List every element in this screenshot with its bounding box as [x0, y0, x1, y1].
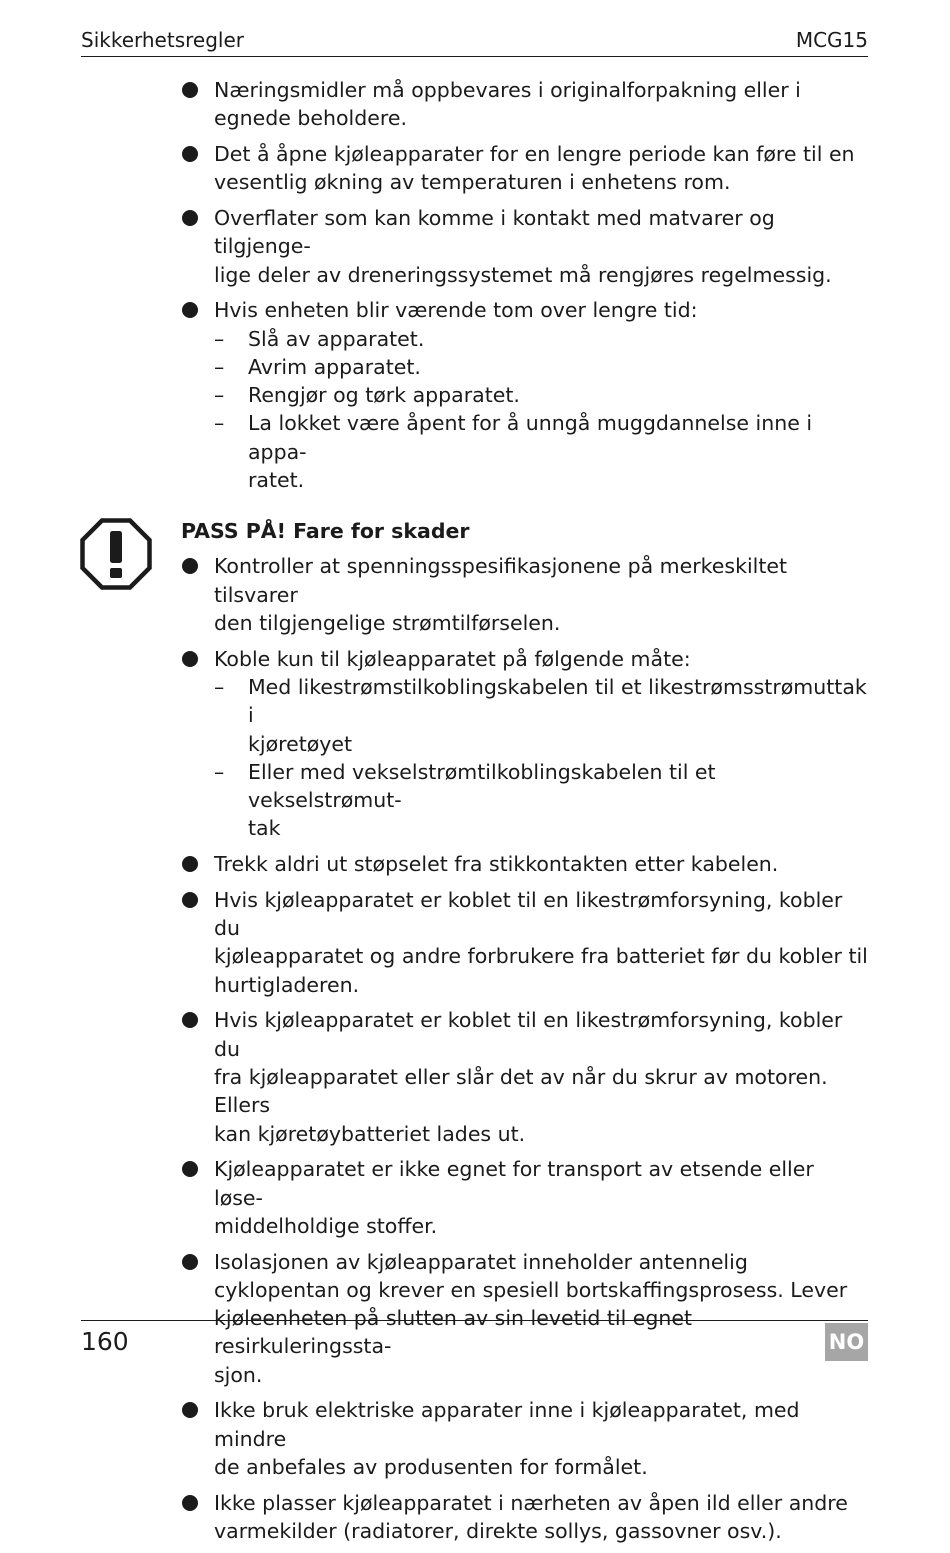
page-number: 160 — [81, 1327, 129, 1356]
list-item — [181, 204, 869, 289]
line-text: kjøleenheten på slutten av sin levetid til egnet resirkuleringssta- — [214, 1306, 693, 1359]
sub-list-item — [214, 758, 869, 843]
line-text: cyklopentan og krever en spesiell bortskaffingsprosess. Lever — [214, 1277, 848, 1302]
list-item-text — [214, 140, 869, 197]
line-text: middelholdige stoffer. — [214, 1213, 438, 1238]
bullet-icon — [182, 892, 198, 908]
list-item — [181, 1489, 869, 1546]
line-text: tak — [248, 816, 281, 841]
bullet-icon — [182, 210, 198, 226]
bullet-icon — [182, 302, 198, 318]
line-text: Slå av apparatet. — [248, 326, 425, 351]
line-text: La lokket være åpent for å unngå muggdannelse inne i appa- — [248, 411, 813, 464]
dash-icon: – — [214, 326, 225, 351]
bullet-icon — [182, 1161, 198, 1177]
line-text: den tilgjengelige strømtilførselen. — [214, 610, 561, 635]
list-item — [181, 1396, 869, 1481]
list-item — [181, 850, 869, 878]
list-item — [181, 886, 869, 999]
bullet-icon — [182, 146, 198, 162]
bullet-icon — [182, 1495, 198, 1511]
line-text: hurtigladeren. — [214, 972, 360, 997]
warning-list — [181, 552, 869, 1545]
line-text: Rengjør og tørk apparatet. — [248, 383, 520, 408]
line-text: kan kjøretøybatteriet lades ut. — [214, 1121, 526, 1146]
list-item — [181, 645, 869, 843]
list-item-text — [214, 1489, 869, 1546]
line-text: Eller med vekselstrømtilkoblingskabelen til et vekselstrømut- — [248, 759, 716, 813]
dash-icon: – — [214, 383, 225, 408]
list-item — [181, 552, 869, 637]
bullet-icon — [182, 651, 198, 667]
line-text: Isolasjonen av kjøleapparatet inneholder antennelig — [214, 1249, 748, 1274]
bullet-icon — [182, 82, 198, 98]
list-item-text — [214, 850, 869, 878]
sub-list-item — [214, 325, 869, 353]
language-badge: NO — [825, 1323, 868, 1361]
bullet-icon — [182, 856, 198, 872]
list-item — [181, 1006, 869, 1147]
list-item — [181, 1248, 869, 1389]
sub-list-item-text — [248, 381, 869, 409]
line-text: Hvis kjøleapparatet er koblet til en likestrømforsyning, kobler du — [214, 887, 843, 941]
bullet-icon — [182, 1254, 198, 1270]
bullet-icon — [182, 1012, 198, 1028]
page-header — [81, 27, 868, 57]
sub-list-item-text — [248, 353, 869, 381]
page-footer — [81, 1320, 868, 1361]
list-item-text — [214, 1248, 869, 1389]
line-text: Hvis enheten blir værende tom over lengre tid: — [214, 298, 698, 323]
line-text: Avrim apparatet. — [248, 354, 421, 379]
list-item — [181, 140, 869, 197]
line-text: kjøleapparatet og andre forbrukere fra batteriet før du kobler til — [214, 944, 868, 969]
line-text: lige deler av dreneringssystemet må rengjøres regelmessig. — [214, 262, 832, 287]
safety-list — [181, 76, 869, 494]
sub-list-item — [214, 409, 869, 494]
dash-icon: – — [214, 674, 225, 699]
sub-list-item — [214, 673, 869, 758]
list-item-text — [214, 1396, 869, 1481]
list-item-text — [214, 296, 869, 324]
line-text: fra kjøleapparatet eller slår det av når du skrur av motoren. Ellers — [214, 1064, 828, 1118]
section-title: Sikkerhetsregler — [81, 28, 244, 52]
line-text: Kontroller at spenningsspesifikasjonene på merkeskiltet tilsvarer — [214, 554, 788, 607]
line-text: Med likestrømstilkoblingskabelen til et likestrømsstrømuttak i — [248, 674, 867, 728]
line-text: de anbefales av produsenten for formålet. — [214, 1454, 648, 1479]
bullet-icon — [182, 1402, 198, 1418]
list-item-text — [214, 204, 869, 289]
line-text: Det å åpne kjøleapparater for en lengre periode kan føre til en — [214, 141, 855, 166]
sub-list-item-text — [248, 673, 869, 758]
line-text: Næringsmidler må oppbevares i originalforpakning eller i — [214, 78, 801, 102]
sub-list — [214, 325, 869, 495]
list-item-text — [214, 76, 869, 133]
list-item-text — [214, 552, 869, 637]
sub-list — [214, 673, 869, 843]
list-item-text — [214, 886, 869, 999]
line-text: Hvis kjøleapparatet er koblet til en likestrømforsyning, kobler du — [214, 1008, 843, 1061]
list-item-text — [214, 645, 869, 673]
line-text: sjon. — [214, 1362, 263, 1387]
sub-list-item-text — [248, 758, 869, 843]
line-text: Overflater som kan komme i kontakt med matvarer og tilgjenge- — [214, 205, 775, 259]
line-text: Ikke plasser kjøleapparatet i nærheten av åpen ild eller andre — [214, 1490, 848, 1515]
model-name: MCG15 — [795, 28, 868, 52]
sub-list-item — [214, 353, 869, 381]
list-item-text — [214, 1155, 869, 1240]
line-text: Koble kun til kjøleapparatet på følgende måte: — [214, 646, 691, 671]
dash-icon: – — [214, 759, 225, 784]
dash-icon: – — [214, 411, 225, 436]
list-item — [181, 1155, 869, 1240]
list-item-text — [214, 1006, 869, 1147]
line-text: egnede beholdere. — [214, 106, 407, 131]
dash-icon: – — [214, 354, 225, 379]
line-text: Kjøleapparatet er ikke egnet for transport av etsende eller løse- — [214, 1157, 814, 1210]
line-text: kjøretøyet — [248, 731, 353, 756]
line-text: ratet. — [248, 468, 305, 493]
line-text: Trekk aldri ut støpselet fra stikkontakten etter kabelen. — [214, 852, 779, 877]
line-text: vesentlig økning av temperaturen i enhetens rom. — [214, 170, 731, 195]
list-item — [181, 76, 869, 133]
line-text: Ikke bruk elektriske apparater inne i kjøleapparatet, med mindre — [214, 1398, 800, 1451]
line-text: varmekilder (radiatorer, direkte sollys, gassovner osv.). — [214, 1518, 782, 1543]
sub-list-item-text — [248, 409, 869, 494]
warning-section — [181, 517, 869, 1545]
sub-list-item-text — [248, 325, 869, 353]
sub-list-item — [214, 381, 869, 409]
list-item — [181, 296, 869, 494]
bullet-icon — [182, 558, 198, 574]
warning-octagon-exclamation-icon — [80, 518, 152, 590]
warning-title: PASS PÅ! Fare for skader — [181, 519, 470, 544]
